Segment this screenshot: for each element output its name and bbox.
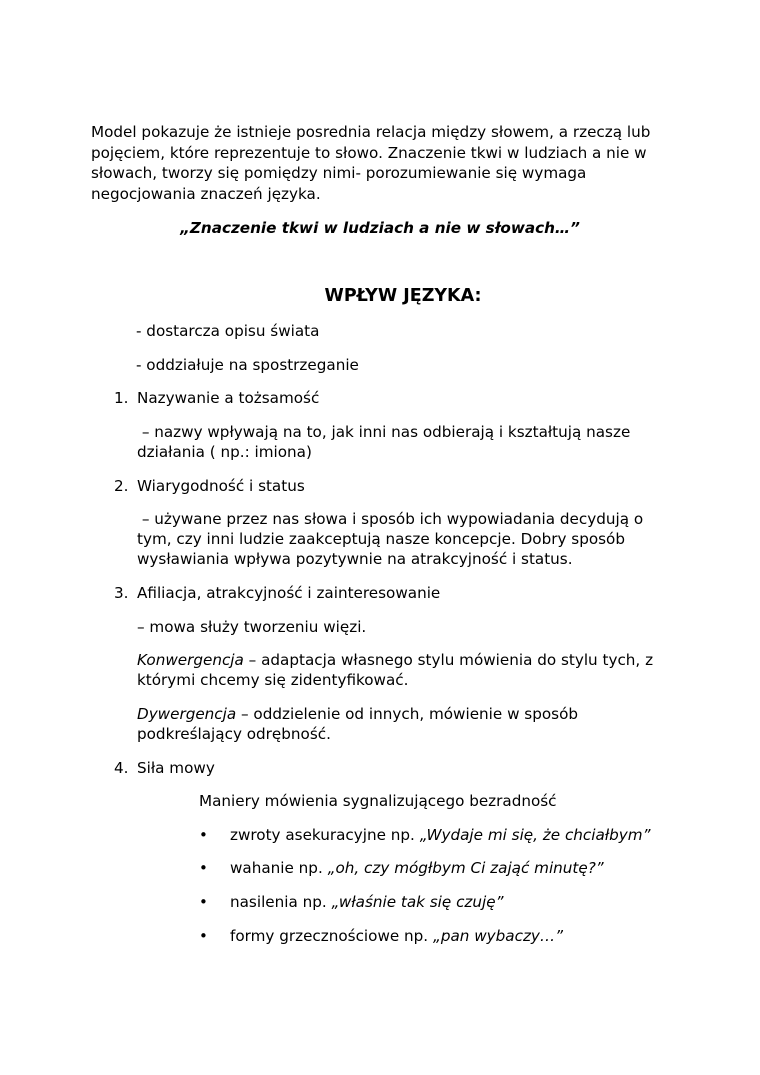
bullet-icon: •	[199, 893, 208, 911]
bullet-icon: •	[199, 927, 208, 945]
list-item-title: Nazywanie a tożsamość	[137, 389, 320, 407]
bullet-prefix: wahanie np.	[230, 859, 328, 877]
intro-paragraph: Model pokazuje że istnieje posrednia relacja między słowem, a rzeczą lub pojęciem, które reprezentuje to słowo. Znaczenie tkwi w ludziach a nie w słowach, tworzy się pomiędzy nimi- porozumiewanie się wymaga negocjowania znaczeń języka.	[91, 123, 651, 204]
bullet-item	[230, 825, 650, 845]
section-heading: WPŁYW JĘZYKA:	[324, 286, 482, 306]
bullet-example: „właśnie tak się czuję”	[331, 893, 504, 911]
dywergencja-text: – oddzielenie od innych, mówienie w sposób podkreślający odrębność.	[137, 705, 579, 743]
list-number: 4.	[114, 759, 129, 777]
bullet-example: „pan wybaczy…”	[432, 927, 563, 945]
bullet-example: „oh, czy mógłbym Ci zająć minutę?”	[327, 859, 604, 877]
maniery-heading: Maniery mówienia sygnalizującego bezradność	[199, 792, 557, 810]
konwergencja-text: – adaptacja własnego stylu mówienia do stylu tych, z którymi chcemy się zidentyfikować.	[137, 651, 654, 689]
bullet-item	[230, 858, 604, 878]
bullet-item	[230, 892, 503, 912]
bullet-item	[230, 926, 563, 946]
list-item-description: – używane przez nas słowa i sposób ich wypowiadania decydują o tym, czy inni ludzie zaakceptują nasze koncepcje. Dobry sposób wysławiania wpływa pozytywnie na atrakcyjność i status.	[137, 510, 648, 568]
list-item-title: Wiarygodność i status	[137, 477, 305, 495]
quote: „Znaczenie tkwi w ludziach a nie w słowach…”	[180, 219, 580, 237]
bullet-prefix: nasilenia np.	[230, 893, 332, 911]
dywergencja-definition	[137, 704, 657, 744]
list-number: 2.	[114, 477, 129, 495]
list-item-description: – nazwy wpływają na to, jak inni nas odbierają i kształtują nasze działania ( np.: imiona)	[137, 423, 636, 461]
list-item-description: – mowa służy tworzeniu więzi.	[137, 618, 367, 636]
list-number: 3.	[114, 584, 129, 602]
dywergencja-term: Dywergencja	[137, 705, 237, 723]
dash-item: - dostarcza opisu świata	[136, 322, 320, 340]
dash-item: - oddziałuje na spostrzeganie	[136, 356, 359, 374]
bullet-prefix: zwroty asekuracyjne np.	[230, 826, 420, 844]
list-number: 1.	[114, 389, 129, 407]
list-item-title: Siła mowy	[137, 759, 215, 777]
konwergencja-definition	[137, 650, 665, 690]
bullet-icon: •	[199, 859, 208, 877]
bullet-icon: •	[199, 826, 208, 844]
bullet-example: „Wydaje mi się, że chciałbym”	[419, 826, 651, 844]
bullet-prefix: formy grzecznościowe np.	[230, 927, 433, 945]
konwergencja-term: Konwergencja	[137, 651, 244, 669]
list-item-title: Afiliacja, atrakcyjność i zainteresowanie	[137, 584, 441, 602]
